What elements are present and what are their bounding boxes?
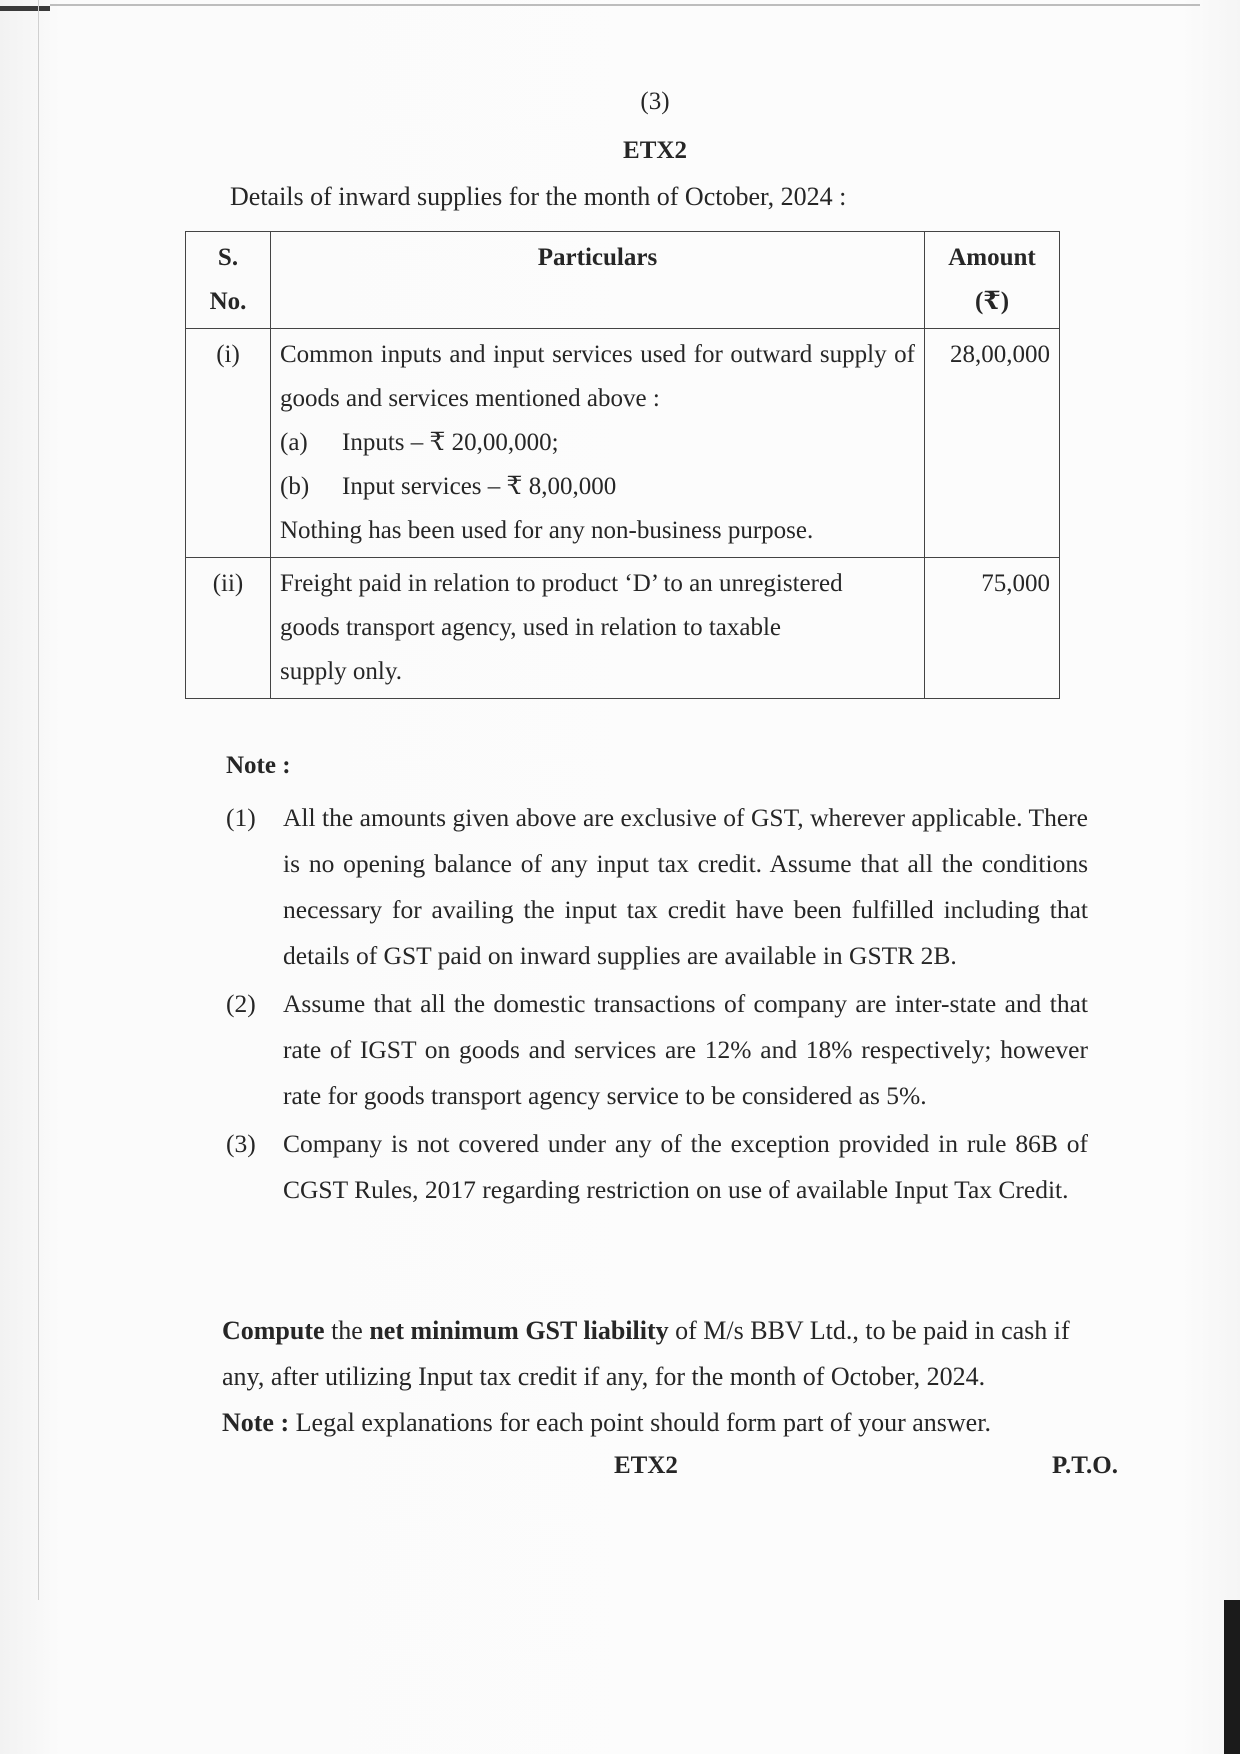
- intro-text: Details of inward supplies for the month of October, 2024 :: [230, 182, 847, 211]
- amount-header-line1: Amount: [948, 244, 1036, 271]
- note-text: Company is not covered under any of the exception provided in rule 86B of CGST Rules, 2017 regarding restriction on use of available Input Tax Credit.: [283, 1129, 1088, 1204]
- table-row: [186, 329, 1060, 558]
- note-item: [226, 795, 1088, 979]
- note-text: All the amounts given above are exclusive of GST, wherever applicable. There is no opening balance of any input tax credit. Assume that all the conditions necessary for availing the input tax credit have been fulfilled including that details of GST paid on inward supplies are available in GSTR 2B.: [283, 803, 1088, 970]
- notes-list: [226, 795, 1088, 1215]
- pto-label: P.T.O.: [1052, 1452, 1118, 1479]
- inward-supplies-table: [185, 231, 1060, 699]
- row-sno: (ii): [186, 558, 271, 699]
- row-text-line: goods transport agency, used in relation to taxable: [280, 614, 782, 641]
- question-note-text: Legal explanations for each point should form part of your answer.: [289, 1408, 991, 1437]
- note-number: (2): [226, 989, 256, 1018]
- scan-right-edge: [1224, 1600, 1240, 1754]
- sub-item-label: (a): [280, 429, 308, 456]
- question-note: [222, 1400, 1090, 1446]
- note-item: [226, 981, 1088, 1119]
- scan-top-line: [50, 4, 1200, 6]
- row-particulars: [271, 329, 925, 558]
- question-bold-compute: Compute: [222, 1316, 325, 1345]
- table-header-row: [186, 232, 1060, 329]
- amount-header-line2: (₹): [974, 288, 1010, 315]
- note-number: (1): [226, 803, 256, 832]
- sub-item-label: (b): [280, 473, 310, 500]
- sno-header-line2: No.: [209, 288, 247, 315]
- row-amount: 75,000: [925, 558, 1060, 699]
- sub-item-text: Input services – ₹ 8,00,000: [342, 473, 617, 500]
- question-text: [222, 1308, 1090, 1400]
- table-row: [186, 558, 1060, 699]
- question-part: of M/s BBV Ltd., to be paid in cash if any, after utilizing Input tax credit if any, for the month of October, 2024.: [222, 1316, 1070, 1391]
- question-bold-liability: net minimum GST liability: [369, 1316, 669, 1345]
- row-text-line: Freight paid in relation to product ‘D’ to an unregistered: [280, 570, 843, 597]
- sub-item-text: Inputs – ₹ 20,00,000;: [342, 429, 559, 456]
- sub-item: [280, 421, 915, 465]
- sno-header: [186, 232, 271, 329]
- footer-paper-code: ETX2: [614, 1452, 678, 1479]
- row-text: Common inputs and input services used for outward supply of goods and services mentioned above :: [280, 341, 915, 412]
- row-amount: 28,00,000: [925, 329, 1060, 558]
- sno-header-line1: S.: [217, 244, 239, 271]
- paper-code: ETX2: [623, 137, 687, 164]
- row-sno: (i): [186, 329, 271, 558]
- note-heading: Note :: [226, 752, 291, 779]
- question-block: [222, 1308, 1090, 1446]
- scan-left-line: [38, 0, 39, 1600]
- note-text: Assume that all the domestic transactions of company are inter-state and that rate of IGST on goods and services are 12% and 18% respectively; however rate for goods transport agency service to be considered as 5%.: [283, 989, 1088, 1110]
- question-note-label: Note :: [222, 1408, 290, 1437]
- question-part: the: [324, 1316, 370, 1345]
- scan-edge-mark: [0, 6, 50, 11]
- note-item: [226, 1121, 1088, 1213]
- row-particulars: [271, 558, 925, 699]
- sub-item: [280, 465, 915, 509]
- amount-header: [925, 232, 1060, 329]
- row-text-line: supply only.: [280, 658, 402, 685]
- particulars-header: Particulars: [271, 232, 925, 329]
- page-number: (3): [640, 88, 670, 115]
- row-footer: Nothing has been used for any non-business purpose.: [280, 517, 814, 544]
- note-number: (3): [226, 1129, 256, 1158]
